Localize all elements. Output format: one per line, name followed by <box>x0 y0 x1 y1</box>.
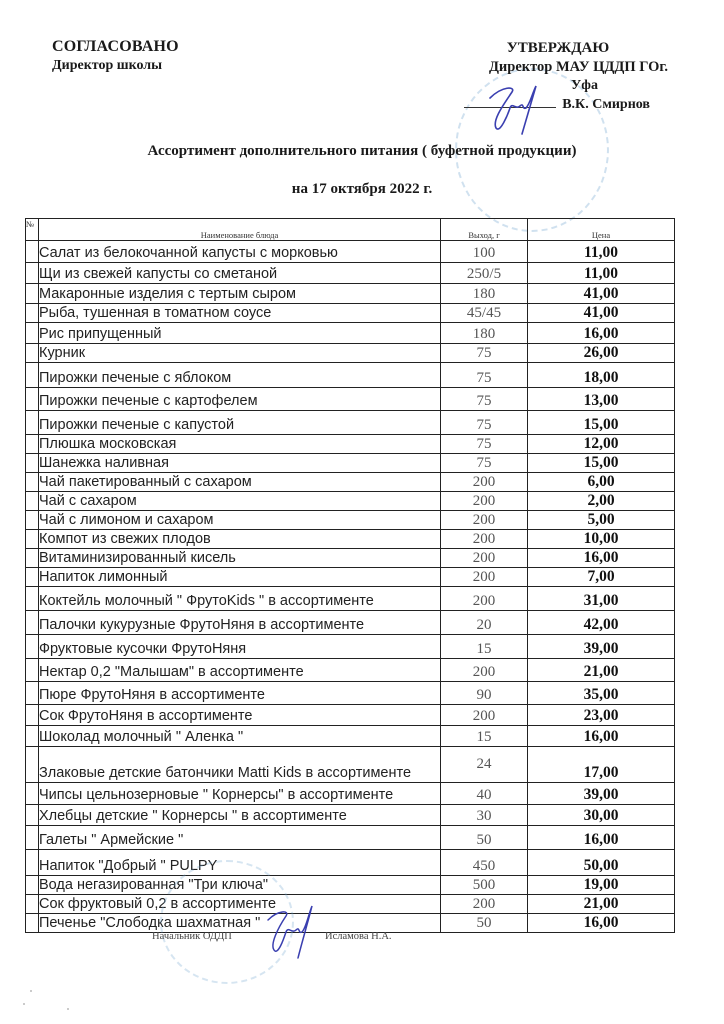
table-row <box>26 705 675 726</box>
dish-name-cell: Нектар 0,2 "Малышам" в ассортименте <box>39 659 441 682</box>
price-cell: 7,00 <box>528 568 675 587</box>
document-title: Ассортимент дополнительного питания ( буфетной продукции) <box>147 143 577 159</box>
column-header-yield: Выход, г <box>441 219 528 241</box>
column-header-num: № <box>26 219 39 241</box>
price-cell: 19,00 <box>528 876 675 895</box>
price-cell: 41,00 <box>528 304 675 323</box>
yield-cell: 75 <box>441 388 528 411</box>
row-number-cell <box>26 323 39 344</box>
table-body <box>26 241 675 933</box>
row-number-cell <box>26 876 39 895</box>
price-cell: 16,00 <box>528 914 675 933</box>
row-number-cell <box>26 549 39 568</box>
yield-cell: 100 <box>441 241 528 263</box>
price-cell: 6,00 <box>528 473 675 492</box>
row-number-cell <box>26 783 39 805</box>
column-header-name: Наименование блюда <box>39 219 441 241</box>
yield-cell: 200 <box>441 568 528 587</box>
dish-name-cell: Пирожки печеные с картофелем <box>39 388 441 411</box>
yield-cell: 200 <box>441 511 528 530</box>
table-row <box>26 611 675 635</box>
dish-name-cell: Печенье "Слободка шахматная " <box>39 914 441 933</box>
price-cell: 16,00 <box>528 323 675 344</box>
yield-cell: 75 <box>441 363 528 388</box>
row-number-cell <box>26 263 39 284</box>
table-row <box>26 241 675 263</box>
table-row <box>26 682 675 705</box>
dish-name-cell: Салат из белокочанной капусты с морковью <box>39 241 441 263</box>
table-row <box>26 435 675 454</box>
city-label: Уфа <box>571 78 598 93</box>
table-row <box>26 747 675 783</box>
yield-cell: 75 <box>441 411 528 435</box>
dish-name-cell: Вода негазированная "Три ключа" <box>39 876 441 895</box>
row-number-cell <box>26 473 39 492</box>
footer-signature-icon <box>262 900 324 960</box>
scan-speck <box>30 990 32 992</box>
row-number-cell <box>26 511 39 530</box>
dish-name-cell: Пирожки печеные с яблоком <box>39 363 441 388</box>
scan-speck <box>23 1003 25 1005</box>
row-number-cell <box>26 705 39 726</box>
row-number-cell <box>26 363 39 388</box>
row-number-cell <box>26 344 39 363</box>
table-row <box>26 568 675 587</box>
yield-cell: 200 <box>441 587 528 611</box>
row-number-cell <box>26 568 39 587</box>
table-row <box>26 344 675 363</box>
director-name: В.К. Смирнов <box>448 97 668 116</box>
dish-name-cell: Шанежка наливная <box>39 454 441 473</box>
dish-name-cell: Шоколад молочный " Аленка " <box>39 726 441 747</box>
price-cell: 12,00 <box>528 435 675 454</box>
row-number-cell <box>26 895 39 914</box>
dish-name-cell: Рис припущенный <box>39 323 441 344</box>
dish-name-cell: Сок фруктовый 0,2 в ассортименте <box>39 895 441 914</box>
row-number-cell <box>26 492 39 511</box>
yield-cell: 24 <box>441 747 528 783</box>
yield-cell: 75 <box>441 454 528 473</box>
price-cell: 11,00 <box>528 263 675 284</box>
approval-block <box>448 40 668 116</box>
dish-name-cell: Чай с сахаром <box>39 492 441 511</box>
price-cell: 42,00 <box>528 611 675 635</box>
dish-name-cell: Курник <box>39 344 441 363</box>
dish-name-cell: Витаминизированный кисель <box>39 549 441 568</box>
price-cell: 17,00 <box>528 747 675 783</box>
table-row <box>26 876 675 895</box>
yield-cell: 45/45 <box>441 304 528 323</box>
yield-cell: 200 <box>441 473 528 492</box>
price-cell: 5,00 <box>528 511 675 530</box>
yield-cell: 200 <box>441 549 528 568</box>
director-org-label: Директор МАУ ЦДДП ГОг. <box>488 59 668 75</box>
footer-name: Исламова Н.А. <box>325 931 392 942</box>
price-cell: 26,00 <box>528 344 675 363</box>
dish-name-cell: Рыба, тушенная в томатном соусе <box>39 304 441 323</box>
dish-name-cell: Макаронные изделия с тертым сыром <box>39 284 441 304</box>
table-row <box>26 783 675 805</box>
yield-cell: 200 <box>441 705 528 726</box>
table-row <box>26 635 675 659</box>
price-cell: 10,00 <box>528 530 675 549</box>
dish-name-cell: Коктейль молочный " ФрутоKids " в ассортименте <box>39 587 441 611</box>
row-number-cell <box>26 388 39 411</box>
row-number-cell <box>26 284 39 304</box>
row-number-cell <box>26 747 39 783</box>
price-cell: 16,00 <box>528 826 675 850</box>
table-row <box>26 659 675 682</box>
table-row <box>26 323 675 344</box>
table-header-row <box>26 219 675 241</box>
yield-cell: 20 <box>441 611 528 635</box>
yield-cell: 90 <box>441 682 528 705</box>
row-number-cell <box>26 914 39 933</box>
table-row <box>26 492 675 511</box>
row-number-cell <box>26 587 39 611</box>
yield-cell: 40 <box>441 783 528 805</box>
row-number-cell <box>26 805 39 826</box>
yield-cell: 180 <box>441 323 528 344</box>
scan-speck <box>67 1008 69 1010</box>
dish-name-cell: Хлебцы детские " Корнерсы " в ассортименте <box>39 805 441 826</box>
price-cell: 31,00 <box>528 587 675 611</box>
table-row <box>26 805 675 826</box>
price-cell: 39,00 <box>528 635 675 659</box>
row-number-cell <box>26 726 39 747</box>
table-row <box>26 895 675 914</box>
table-row <box>26 914 675 933</box>
yield-cell: 200 <box>441 659 528 682</box>
signature-icon <box>482 80 552 136</box>
document-date: на 17 октября 2022 г. <box>291 181 433 197</box>
price-cell: 11,00 <box>528 241 675 263</box>
table-row <box>26 454 675 473</box>
row-number-cell <box>26 635 39 659</box>
table-row <box>26 411 675 435</box>
yield-cell: 50 <box>441 914 528 933</box>
table-row <box>26 826 675 850</box>
price-cell: 21,00 <box>528 895 675 914</box>
table-row <box>26 473 675 492</box>
price-cell: 41,00 <box>528 284 675 304</box>
yield-cell: 500 <box>441 876 528 895</box>
table-row <box>26 284 675 304</box>
yield-cell: 200 <box>441 530 528 549</box>
table-row <box>26 549 675 568</box>
dish-name-cell: Пирожки печеные с капустой <box>39 411 441 435</box>
dish-name-cell: Злаковые детские батончики Matti Kids в ассортименте <box>39 747 441 783</box>
table-row <box>26 363 675 388</box>
dish-name-cell: Сок ФрутоНяня в ассортименте <box>39 705 441 726</box>
yield-cell: 250/5 <box>441 263 528 284</box>
dish-name-cell: Напиток "Добрый " PULPY <box>39 850 441 876</box>
price-cell: 16,00 <box>528 549 675 568</box>
yield-cell: 75 <box>441 435 528 454</box>
dish-name-cell: Напиток лимонный <box>39 568 441 587</box>
row-number-cell <box>26 454 39 473</box>
column-header-price: Цена <box>528 219 675 241</box>
dish-name-cell: Плюшка московская <box>39 435 441 454</box>
dish-name-cell: Чипсы цельнозерновые " Корнерсы" в ассортименте <box>39 783 441 805</box>
table-row <box>26 304 675 323</box>
yield-cell: 75 <box>441 344 528 363</box>
table-row <box>26 511 675 530</box>
dish-name-cell: Щи из свежей капусты со сметаной <box>39 263 441 284</box>
row-number-cell <box>26 682 39 705</box>
price-cell: 30,00 <box>528 805 675 826</box>
price-cell: 39,00 <box>528 783 675 805</box>
price-cell: 13,00 <box>528 388 675 411</box>
price-cell: 50,00 <box>528 850 675 876</box>
price-cell: 23,00 <box>528 705 675 726</box>
price-cell: 16,00 <box>528 726 675 747</box>
price-cell: 15,00 <box>528 454 675 473</box>
row-number-cell <box>26 850 39 876</box>
menu-table <box>25 218 675 933</box>
dish-name-cell: Галеты " Армейские " <box>39 826 441 850</box>
yield-cell: 200 <box>441 492 528 511</box>
price-cell: 15,00 <box>528 411 675 435</box>
dish-name-cell: Чай пакетированный с сахаром <box>39 473 441 492</box>
dish-name-cell: Палочки кукурузные ФрутоНяня в ассортименте <box>39 611 441 635</box>
footer-position: Начальник ОДДП <box>152 931 232 942</box>
price-cell: 2,00 <box>528 492 675 511</box>
row-number-cell <box>26 659 39 682</box>
table-row <box>26 726 675 747</box>
row-number-cell <box>26 304 39 323</box>
approve-label: УТВЕРЖДАЮ <box>506 40 610 56</box>
yield-cell: 15 <box>441 726 528 747</box>
approval-agreed-label: СОГЛАСОВАНО <box>52 38 179 55</box>
table-row <box>26 530 675 549</box>
row-number-cell <box>26 611 39 635</box>
yield-cell: 200 <box>441 895 528 914</box>
table-row <box>26 587 675 611</box>
school-director-label: Директор школы <box>52 58 163 73</box>
row-number-cell <box>26 241 39 263</box>
row-number-cell <box>26 826 39 850</box>
dish-name-cell: Компот из свежих плодов <box>39 530 441 549</box>
price-cell: 18,00 <box>528 363 675 388</box>
price-cell: 35,00 <box>528 682 675 705</box>
row-number-cell <box>26 530 39 549</box>
price-cell: 21,00 <box>528 659 675 682</box>
table-row <box>26 388 675 411</box>
dish-name-cell: Чай с лимоном и сахаром <box>39 511 441 530</box>
dish-name-cell: Фруктовые кусочки ФрутоНяня <box>39 635 441 659</box>
yield-cell: 180 <box>441 284 528 304</box>
row-number-cell <box>26 435 39 454</box>
table-row <box>26 850 675 876</box>
yield-cell: 30 <box>441 805 528 826</box>
yield-cell: 15 <box>441 635 528 659</box>
yield-cell: 50 <box>441 826 528 850</box>
table-row <box>26 263 675 284</box>
row-number-cell <box>26 411 39 435</box>
dish-name-cell: Пюре ФрутоНяня в ассортименте <box>39 682 441 705</box>
yield-cell: 450 <box>441 850 528 876</box>
